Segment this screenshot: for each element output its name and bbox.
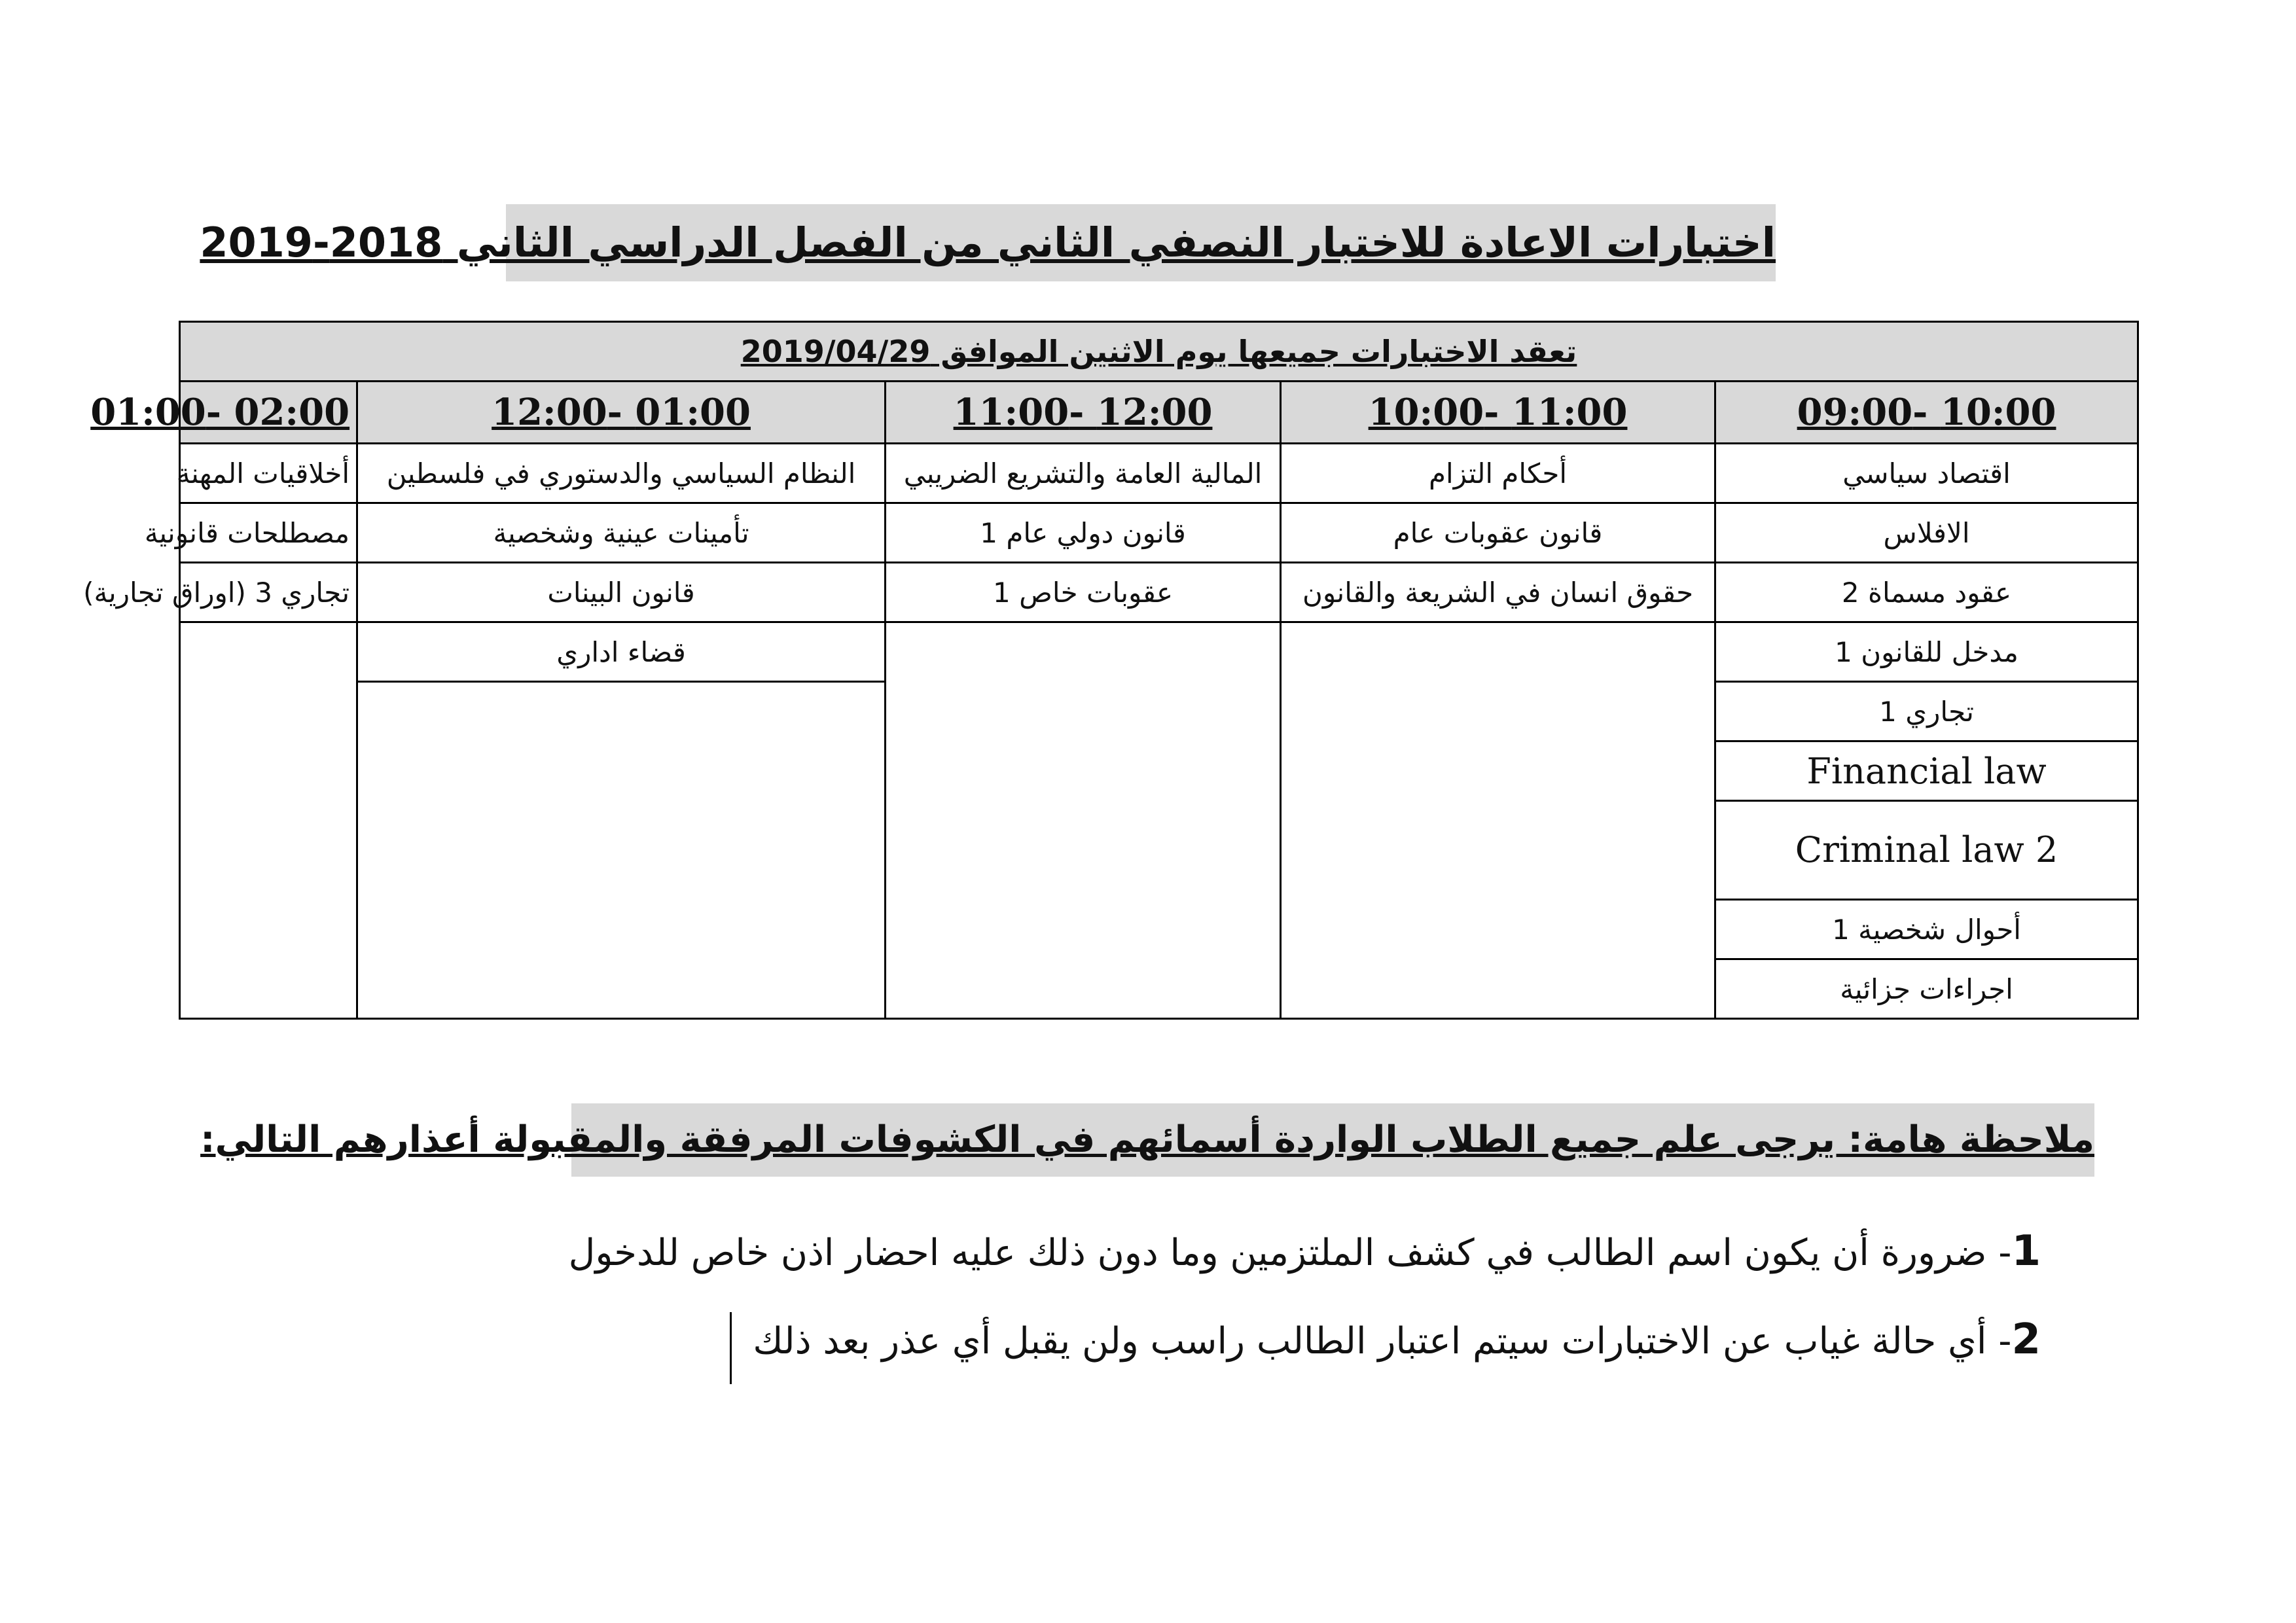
subject-cell: أحكام التزام — [1281, 444, 1715, 503]
page-title: اختبارات الاعادة للاختبار النصفي الثاني من الفصل الدراسي الثاني 2018-2019 — [506, 204, 1776, 281]
subject-cell: عقود مسماة 2 — [1715, 563, 2138, 622]
subject-cell: مدخل للقانون 1 — [1715, 622, 2138, 682]
subject-cell: الافلاس — [1715, 503, 2138, 563]
important-note: ملاحظة هامة: يرجى علم جميع الطلاب الواردة أسمائهم في الكشوفات المرفقة والمقبولة أعذارهم التالي: — [571, 1103, 2094, 1177]
list-item — [753, 1315, 2041, 1364]
empty-cell — [1281, 622, 1715, 1019]
subject-cell: أحوال شخصية 1 — [1715, 900, 2138, 959]
table-row — [180, 622, 2138, 682]
subject-cell: تجاري 1 — [1715, 682, 2138, 741]
subject-cell: المالية العامة والتشريع الضريبي — [886, 444, 1281, 503]
subject-cell: Criminal law 2 — [1715, 801, 2138, 900]
table-row — [180, 563, 2138, 622]
subject-cell: تأمينات عينية وشخصية — [357, 503, 886, 563]
table-row — [180, 444, 2138, 503]
subject-cell: اجراءات جزائية — [1715, 959, 2138, 1019]
empty-cell — [357, 682, 886, 1019]
subject-cell: حقوق انسان في الشريعة والقانون — [1281, 563, 1715, 622]
time-slot-header: 11:00 -10:00 — [1281, 382, 1715, 444]
banner-row — [180, 322, 2138, 382]
time-slot-header: 01:00 -12:00 — [357, 382, 886, 444]
list-item — [569, 1227, 2041, 1275]
subject-cell: قانون دولي عام 1 — [886, 503, 1281, 563]
table-row — [180, 503, 2138, 563]
subject-cell: تجاري 3 (اوراق تجارية) — [180, 563, 357, 622]
text-cursor — [730, 1312, 732, 1384]
subject-cell: مصطلحات قانونية — [180, 503, 357, 563]
empty-cell — [180, 622, 357, 1019]
time-slot-row — [180, 382, 2138, 444]
time-slot-header: 12:00 -11:00 — [886, 382, 1281, 444]
exam-schedule-table — [83, 321, 2139, 1020]
subject-cell: قضاء اداري — [357, 622, 886, 682]
list-item-number: 1 — [2011, 1227, 2041, 1275]
subject-cell: قانون عقوبات عام — [1281, 503, 1715, 563]
subject-cell: النظام السياسي والدستوري في فلسطين — [357, 444, 886, 503]
exam-date-banner: تعقد الاختبارات جميعها يوم الاثنين الموافق 2019/04/29 — [180, 322, 2138, 382]
subject-cell: Financial law — [1715, 741, 2138, 801]
time-slot-header: 10:00 -09:00 — [1715, 382, 2138, 444]
time-slot-header: 02:00 -01:00 — [180, 382, 357, 444]
subject-cell: قانون البينات — [357, 563, 886, 622]
empty-cell — [886, 622, 1281, 1019]
list-item-text: - ضرورة أن يكون اسم الطالب في كشف الملتزمين وما دون ذلك عليه احضار اذن خاص للدخول — [568, 1232, 2012, 1274]
subject-cell: عقوبات خاص 1 — [886, 563, 1281, 622]
subject-cell: أخلاقيات المهنة — [180, 444, 357, 503]
list-item-text: - أي حالة غياب عن الاختبارات سيتم اعتبار الطالب راسب ولن يقبل أي عذر بعد ذلك — [753, 1320, 2012, 1363]
subject-cell: اقتصاد سياسي — [1715, 444, 2138, 503]
list-item-number: 2 — [2011, 1315, 2041, 1364]
